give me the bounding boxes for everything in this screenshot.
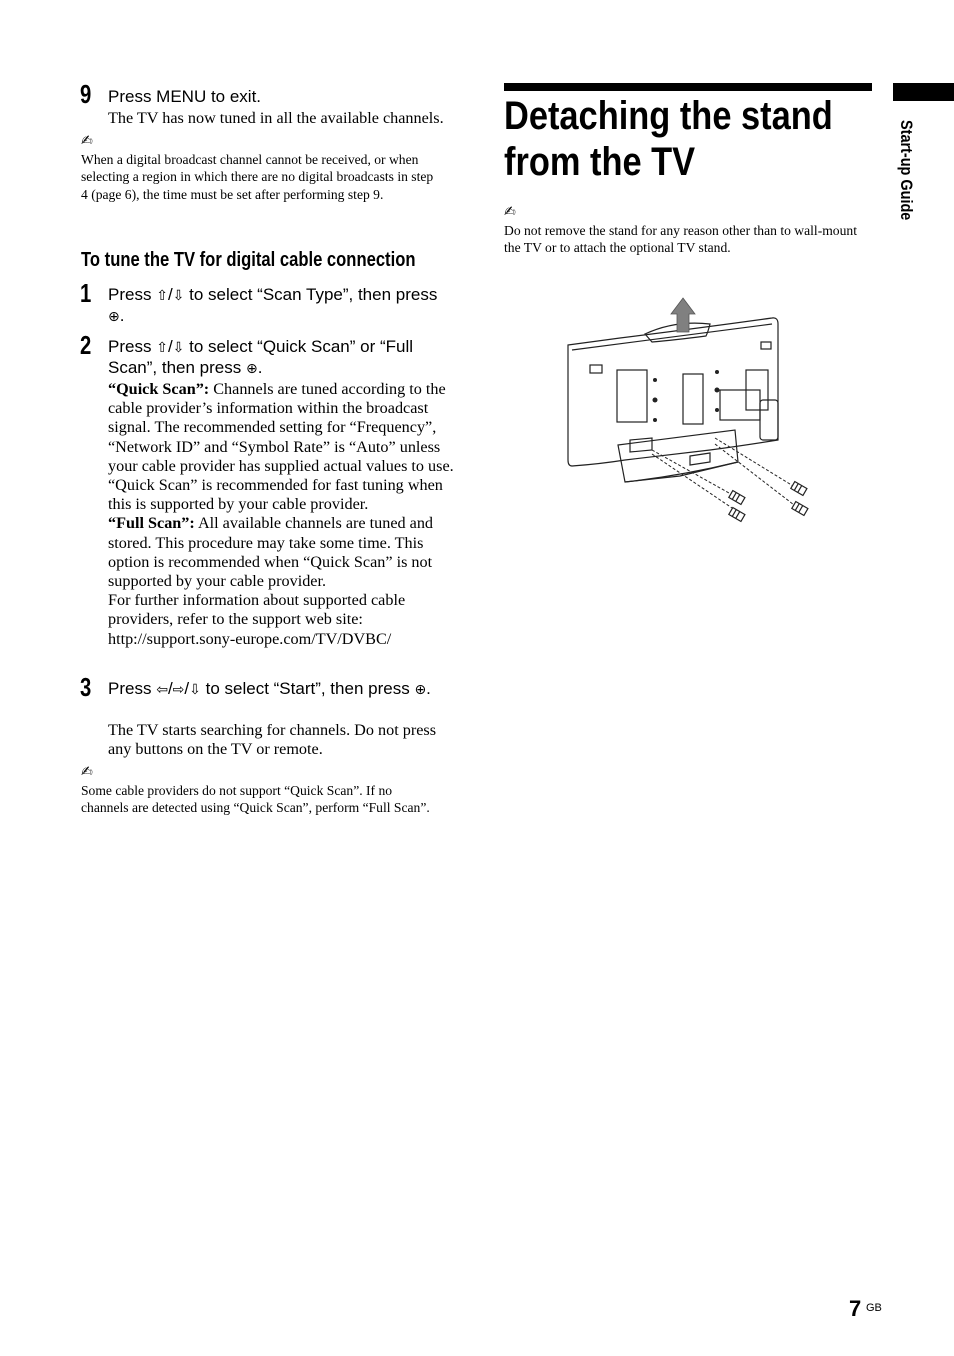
pencil-note-icon: ✍ (81, 133, 93, 149)
support-url: http://support.sony-europe.com/TV/DVBC/ (108, 629, 392, 648)
full-scan-desc (108, 514, 454, 591)
step-3-slash: / (167, 679, 173, 698)
full-scan-term: “Full Scan”: (108, 514, 195, 533)
left-arrow-icon: ⇦ (156, 682, 168, 698)
page-title-line-2: from the TV (504, 140, 696, 184)
section-heading: To tune the TV for digital cable connection (81, 249, 416, 271)
quick-scan-body: Channels are tuned according to the cable provider’s information within the broadcast signal. The recommended setting for “Frequency”, “Network ID” and “Symbol Rate” is “Auto” unless your cable provider has supplied actual values to use. “Quick Scan” is recommended for fast tuning when this is supported by your cable provider. (108, 380, 454, 514)
step-2-press: Press (108, 337, 152, 356)
pencil-note-icon: ✍ (504, 204, 516, 220)
quick-scan-desc (108, 380, 454, 514)
step-2-text (108, 337, 453, 379)
tv-stand-illustration (560, 290, 820, 525)
page-title (504, 93, 833, 185)
right-arrow-icon: ⇨ (172, 682, 185, 698)
step-1-press: Press (108, 285, 152, 304)
step-3-number: 3 (80, 672, 92, 702)
title-rule (504, 83, 872, 91)
step-2-end: . (257, 358, 263, 377)
step-2-number: 2 (80, 330, 92, 360)
step-1-end: . (119, 306, 125, 325)
step-9-number: 9 (80, 79, 92, 109)
further-info: For further information about supported cable providers, refer to the support web site: (108, 591, 406, 629)
step-1-number: 1 (80, 278, 92, 308)
ok-button-icon: ⊕ (108, 309, 120, 325)
step-1-text (108, 285, 453, 327)
side-tab-bar (893, 83, 954, 101)
down-arrow-icon: ⇩ (172, 340, 185, 356)
step-9-body: The TV has now tuned in all the available channels. (108, 109, 444, 127)
step-2-slash: / (167, 337, 173, 356)
down-arrow-icon: ⇩ (172, 288, 185, 304)
step-3-end: . (426, 679, 431, 698)
pencil-note-icon: ✍ (81, 764, 93, 780)
step-2-details (108, 380, 454, 649)
step-3-slash-2: / (184, 679, 190, 698)
ok-button-icon: ⊕ (245, 361, 258, 377)
note-digital-broadcast: When a digital broadcast channel cannot be received, or when selecting a region in which there are no digital broadcasts in step 4 (page 6), the time must be set after performing step 9. (81, 152, 434, 202)
lift-arrow-icon (671, 298, 695, 332)
step-9-title: Press MENU to exit. (108, 87, 262, 106)
up-arrow-icon: ⇧ (156, 340, 168, 356)
note-cable-providers: Some cable providers do not support “Quick Scan”. If no channels are detected using “Quick Scan”, perform “Full Scan”. (81, 783, 430, 816)
ok-button-icon: ⊕ (414, 682, 427, 698)
side-tab-label: Start-up Guide (897, 120, 916, 221)
step-1-instruction: to select “Scan Type”, then press (189, 285, 438, 304)
up-arrow-icon: ⇧ (156, 288, 168, 304)
step-3-text (108, 679, 453, 700)
side-tab-label-wrap (895, 120, 919, 250)
note-stand: Do not remove the stand for any reason other than to wall-mount the TV or to attach the optional TV stand. (504, 223, 857, 256)
full-scan-body: All available channels are tuned and stored. This procedure may take some time. This option is recommended when “Quick Scan” is not supported by your cable provider. (108, 514, 434, 591)
step-3-instruction: to select “Start”, then press (205, 679, 410, 698)
page-number: 7 (849, 1296, 862, 1321)
step-2-instruction: to select “Quick Scan” or “Full Scan”, then press (108, 337, 414, 377)
screws (729, 482, 808, 522)
quick-scan-term: “Quick Scan”: (108, 380, 210, 398)
step-3-body: The TV starts searching for channels. Do not press any buttons on the TV or remote. (108, 721, 437, 759)
down-arrow-icon: ⇩ (189, 682, 201, 698)
step-3-press: Press (108, 679, 152, 698)
step-1-slash: / (167, 285, 173, 304)
page-number-suffix: GB (866, 1302, 882, 1314)
page-title-line-1: Detaching the stand (504, 94, 833, 138)
